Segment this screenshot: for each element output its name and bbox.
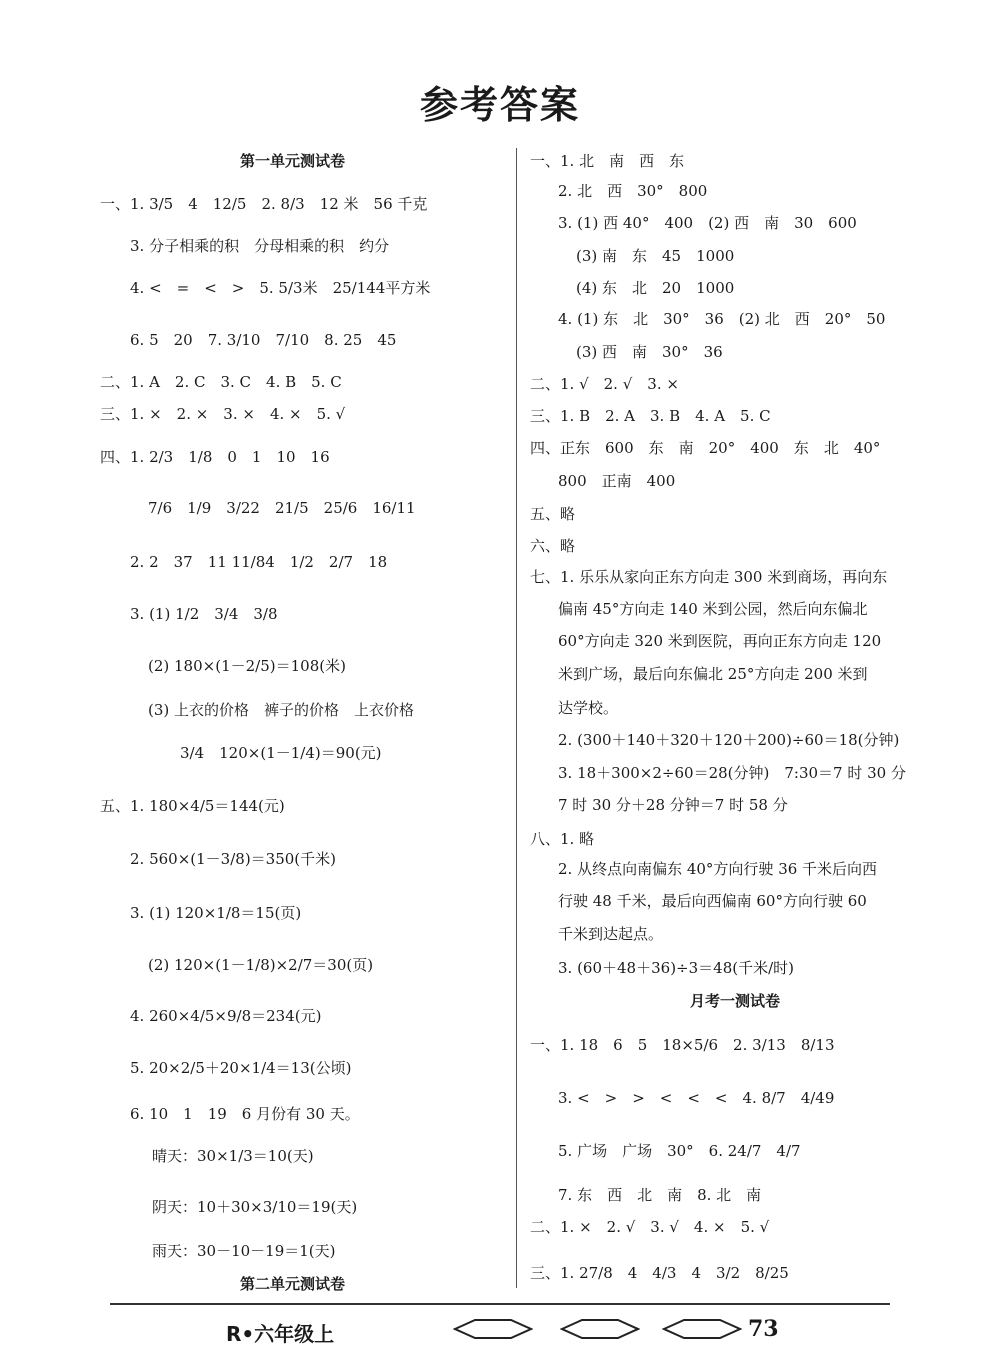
footer-grade-label: R•六年级上 (226, 1322, 335, 1346)
footer-diamond-icon (560, 1318, 640, 1340)
answer-line: 4. < = < > 5. 5/3米 25/144平方米 (130, 279, 431, 297)
footer-diamond-icon (662, 1318, 742, 1340)
answer-line: 3. (1) 1/2 3/4 3/8 (130, 605, 278, 623)
answer-line: 八、1. 略 (530, 830, 595, 848)
answer-line: (2) 120×(1－1/8)×2/7＝30(页) (148, 956, 374, 974)
answer-line: 六、略 (530, 537, 576, 555)
section-heading-monthly1: 月考一测试卷 (690, 992, 781, 1010)
answer-line: 偏南 45°方向走 140 米到公园，然后向东偏北 (558, 600, 868, 618)
answer-line: 2. 560×(1－3/8)＝350(千米) (130, 850, 337, 868)
answer-line: 2. 北 西 30° 800 (558, 182, 708, 200)
answer-line: 一、1. 18 6 5 18×5/6 2. 3/13 8/13 (530, 1036, 835, 1054)
answer-line: 雨天：30－10－19＝1(天) (152, 1242, 336, 1260)
answer-line: 5. 广场 广场 30° 6. 24/7 4/7 (558, 1142, 801, 1160)
answer-line: (4) 东 北 20 1000 (576, 279, 735, 297)
answer-line: 二、1. × 2. √ 3. √ 4. × 5. √ (530, 1218, 770, 1236)
footer-rule (110, 1303, 890, 1305)
answer-line: 3. (1) 西 40° 400 (2) 西 南 30 600 (558, 214, 857, 232)
answer-line: 6. 10 1 19 6 月份有 30 天。 (130, 1105, 360, 1123)
answer-line: 2. (300＋140＋320＋120＋200)÷60＝18(分钟) (558, 731, 900, 749)
answer-line: 2. 从终点向南偏东 40°方向行驶 36 千米后向西 (558, 860, 878, 878)
answer-line: 四、1. 2/3 1/8 0 1 10 16 (100, 448, 330, 466)
answer-line: 6. 5 20 7. 3/10 7/10 8. 25 45 (130, 331, 397, 349)
answer-line: 7/6 1/9 3/22 21/5 25/6 16/11 (148, 499, 416, 517)
answer-line: 千米到达起点。 (558, 925, 664, 943)
answer-line: 三、1. × 2. × 3. × 4. × 5. √ (100, 405, 346, 423)
answer-line: 晴天：30×1/3＝10(天) (152, 1147, 314, 1165)
answer-line: 七、1. 乐乐从家向正东方向走 300 米到商场，再向东 (530, 568, 888, 586)
answer-line: 4. 260×4/5×9/8＝234(元) (130, 1007, 322, 1025)
column-divider (516, 148, 517, 1288)
footer-diamond-icon (453, 1318, 533, 1340)
answer-line: 一、1. 3/5 4 12/5 2. 8/3 12 米 56 千克 (100, 195, 428, 213)
answer-line: 2. 2 37 11 11/84 1/2 2/7 18 (130, 553, 388, 571)
answer-line: 60°方向走 320 米到医院，再向正东方向走 120 (558, 632, 882, 650)
answer-line: 一、1. 北 南 西 东 (530, 152, 685, 170)
answer-line: 3. (60＋48＋36)÷3＝48(千米/时) (558, 959, 795, 977)
section-heading-unit2: 第二单元测试卷 (240, 1275, 346, 1293)
answer-line: 四、正东 600 东 南 20° 400 东 北 40° (530, 439, 881, 457)
answer-line: 3. 18＋300×2÷60＝28(分钟) 7:30＝7 时 30 分 (558, 764, 906, 782)
answer-line: 达学校。 (558, 699, 619, 717)
answer-line: 5. 20×2/5＋20×1/4＝13(公顷) (130, 1059, 352, 1077)
answer-line: 三、1. 27/8 4 4/3 4 3/2 8/25 (530, 1264, 789, 1282)
answer-line: 3. 分子相乘的积 分母相乘的积 约分 (130, 237, 390, 255)
answer-line: 行驶 48 千米，最后向西偏南 60°方向行驶 60 (558, 892, 867, 910)
answer-line: (3) 上衣的价格 裤子的价格 上衣价格 (148, 701, 415, 719)
answer-line: 米到广场，最后向东偏北 25°方向走 200 米到 (558, 665, 868, 683)
answer-line: 7 时 30 分＋28 分钟＝7 时 58 分 (558, 796, 788, 814)
answer-line: 三、1. B 2. A 3. B 4. A 5. C (530, 407, 771, 425)
answer-line: 3. < > > < < < 4. 8/7 4/49 (558, 1089, 835, 1107)
answer-line: (3) 南 东 45 1000 (576, 247, 735, 265)
answer-line: 五、略 (530, 505, 576, 523)
answer-line: 二、1. A 2. C 3. C 4. B 5. C (100, 373, 342, 391)
answer-line: 4. (1) 东 北 30° 36 (2) 北 西 20° 50 (558, 310, 886, 328)
answer-line: 阴天：10＋30×3/10＝19(天) (152, 1198, 358, 1216)
answer-line: 7. 东 西 北 南 8. 北 南 (558, 1186, 762, 1204)
answer-line: (3) 西 南 30° 36 (576, 343, 723, 361)
answer-line: 800 正南 400 (558, 472, 676, 490)
answer-line: 二、1. √ 2. √ 3. × (530, 375, 679, 393)
page-title: 参考答案 (419, 82, 580, 127)
answer-line: 五、1. 180×4/5＝144(元) (100, 797, 285, 815)
answer-line: (2) 180×(1－2/5)＝108(米) (148, 657, 346, 675)
answer-line: 3. (1) 120×1/8＝15(页) (130, 904, 302, 922)
page-number: 73 (748, 1316, 779, 1342)
section-heading-unit1: 第一单元测试卷 (240, 152, 346, 170)
answer-line: 3/4 120×(1－1/4)＝90(元) (180, 744, 382, 762)
